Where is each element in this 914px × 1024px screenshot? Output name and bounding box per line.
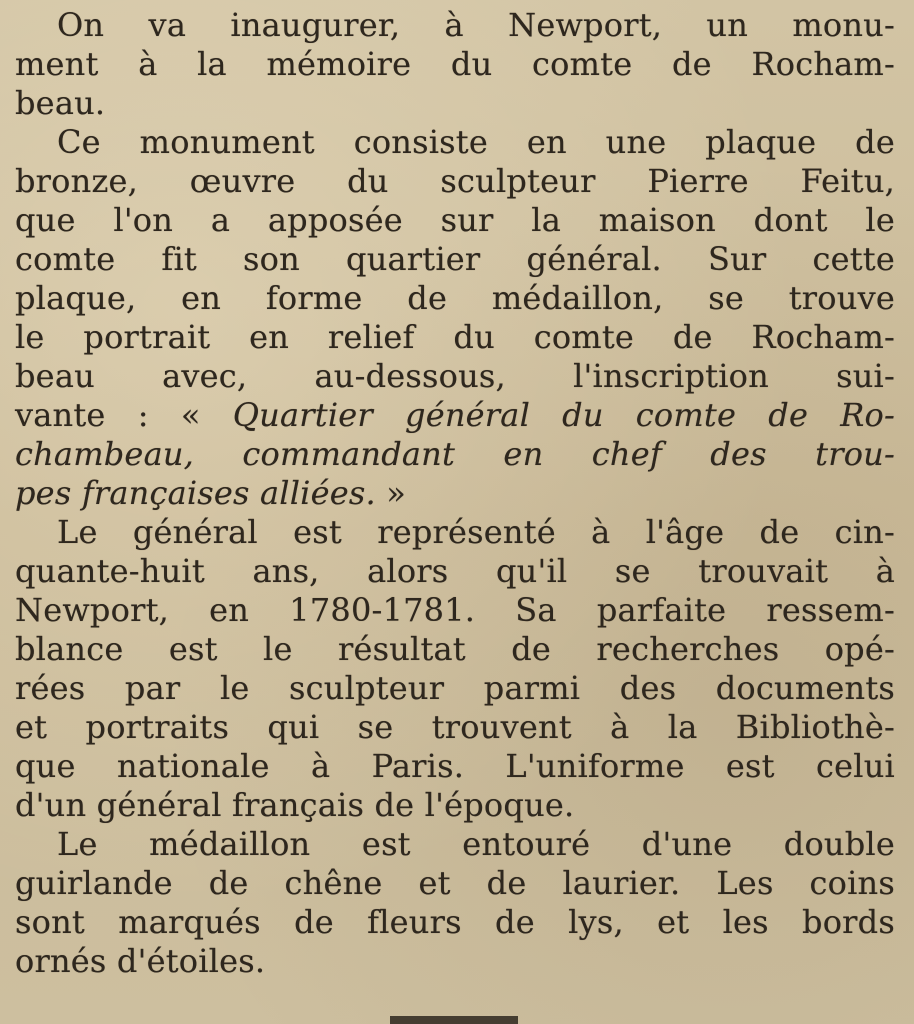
text-line: Newport, en 1780-1781. Sa parfaite ressem- xyxy=(15,591,895,629)
text-line: beau avec, au-dessous, l'inscription sui- xyxy=(15,357,895,395)
text-line: beau. xyxy=(15,84,106,122)
text-line: Le médaillon est entouré d'une double xyxy=(57,825,895,863)
text-line: le portrait en relief du comte de Rocham- xyxy=(15,318,895,356)
text-line: bronze, œuvre du sculpteur Pierre Feitu, xyxy=(15,162,895,200)
text-line: sont marqués de fleurs de lys, et les bords xyxy=(15,903,895,941)
text-line: Ce monument consiste en une plaque de xyxy=(57,123,895,161)
separator-rule xyxy=(390,1016,518,1024)
text-fragment: vante : « xyxy=(15,396,233,434)
text-line: guirlande de chêne et de laurier. Les coins xyxy=(15,864,895,902)
text-line: et portraits qui se trouvent à la Bibliothè- xyxy=(15,708,895,746)
text-line: On va inaugurer, à Newport, un monu- xyxy=(57,6,895,44)
text-line: quante-huit ans, alors qu'il se trouvait à xyxy=(15,552,895,590)
text-line: blance est le résultat de recherches opé- xyxy=(15,630,895,668)
text-line: Le général est représenté à l'âge de cin- xyxy=(57,513,895,551)
text-line: ment à la mémoire du comte de Rocham- xyxy=(15,45,895,83)
text-line: que nationale à Paris. L'uniforme est celui xyxy=(15,747,895,785)
text-line: d'un général français de l'époque. xyxy=(15,786,575,824)
italic-inscription: pes françaises alliées. xyxy=(15,474,376,512)
italic-inscription: Quartier général du comte de Ro- xyxy=(232,396,895,434)
text-line: que l'on a apposée sur la maison dont le xyxy=(15,201,895,239)
italic-inscription: chambeau, commandant en chef des trou- xyxy=(15,435,895,473)
text-line xyxy=(15,474,895,513)
text-line: rées par le sculpteur parmi des documents xyxy=(15,669,895,707)
text-fragment: » xyxy=(375,474,407,512)
text-line xyxy=(15,396,895,435)
text-line: comte fit son quartier général. Sur cette xyxy=(15,240,895,278)
text-line: ornés d'étoiles. xyxy=(15,942,266,980)
article-text xyxy=(15,6,895,981)
text-line: plaque, en forme de médaillon, se trouve xyxy=(15,279,895,317)
